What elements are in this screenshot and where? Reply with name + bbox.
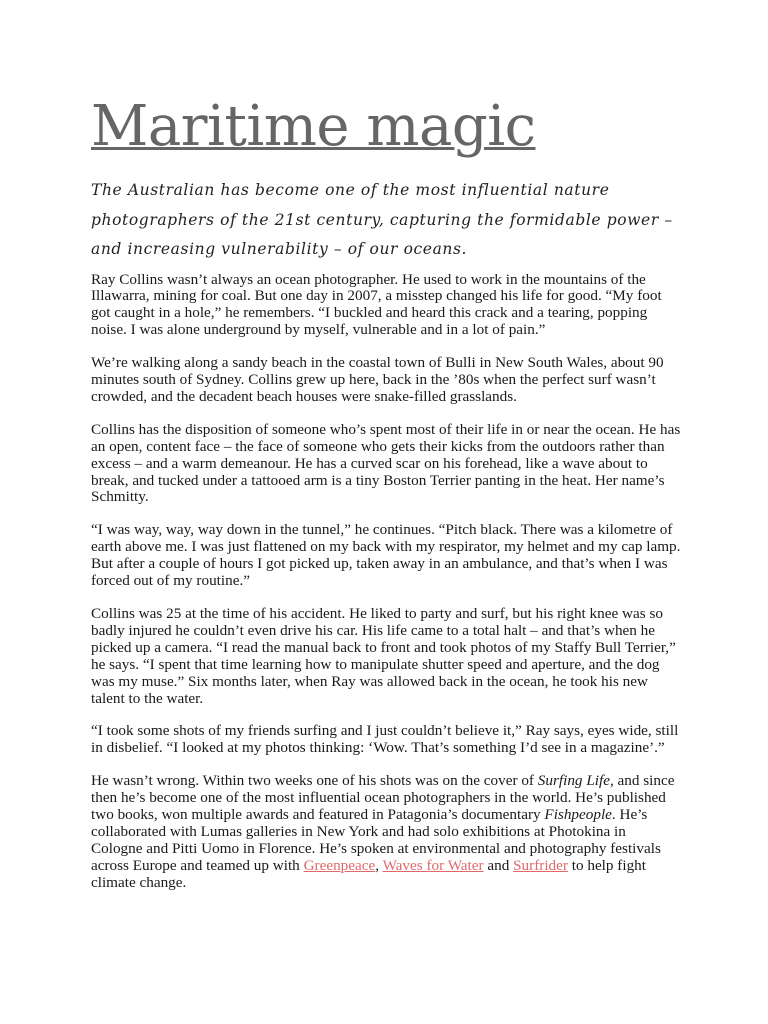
greenpeace-link[interactable]: Greenpeace (303, 856, 376, 874)
article-standfirst: The Australian has become one of the most influential nature photographers of the 21st century, capturing the formidable power – and increasing vulnerability – of our oceans. (91, 181, 673, 258)
paragraph: “I took some shots of my friends surfing and I just couldn’t believe it,” Ray says, eyes wide, still in disbelief. “I looked at my photos thinking: ‘Wow. That’s something I’d see in a magazine’.” (91, 722, 679, 757)
paragraph-text: to help fight climate change. (91, 856, 646, 891)
separator: and (483, 856, 514, 874)
article-title: Maritime magic (91, 94, 536, 159)
paragraph-final (91, 773, 681, 891)
surfrider-link[interactable]: Surfrider (513, 856, 568, 874)
paragraph: Ray Collins wasn’t always an ocean photographer. He used to work in the mountains of the Illawarra, mining for coal. But one day in 2007, a misstep changed his life for good. “My foot got caught in a hole,” he remembers. “I buckled and heard this crack and a tearing, popping noise. I was alone underground by myself, vulnerable and in a lot of pain.” (91, 270, 662, 339)
paragraph: “I was way, way, way down in the tunnel,” he continues. “Pitch black. There was a kilometre of earth above me. I was just flattened on my back with my respirator, my helmet and my cap lamp. But after a couple of hours I got picked up, taken away in an ambulance, and that’s when I was forced out of my routine.” (91, 521, 681, 590)
waves-for-water-link[interactable]: Waves for Water (382, 856, 484, 874)
paragraph-text: . He’s collaborated with Lumas galleries in New York and had solo exhibitions at Photokina in Cologne and Pitti Uomo in Florence. He’s spoken at environmental and photography festivals across Europe and teamed up with (91, 806, 661, 874)
paragraph: We’re walking along a sandy beach in the coastal town of Bulli in New South Wales, about 90 minutes south of Sydney. Collins grew up here, back in the ’80s when the perfect surf wasn’t crowded, and the decadent beach houses were snake-filled grasslands. (91, 354, 664, 405)
article-body (91, 272, 681, 892)
paragraph-text: , and since then he’s become one of the most influential ocean photographers in the world. He’s published two books, won multiple awards and featured in Patagonia’s documentary (91, 772, 675, 824)
paragraph: Collins was 25 at the time of his accident. He liked to party and surf, but his right knee was so badly injured he couldn’t even drive his car. His life came to a total halt – and that’s when he picked up a camera. “I read the manual back to front and took photos of my Staffy Bull Terrier,” he says. “I spent that time learning how to manipulate shutter speed and aperture, and the dog was my muse.” Six months later, when Ray was allowed back in the ocean, he took his new talent to the water. (91, 605, 676, 707)
magazine-title: Surfing Life (537, 772, 610, 790)
paragraph-text: He wasn’t wrong. Within two weeks one of his shots was on the cover of (91, 772, 538, 790)
article (91, 92, 681, 908)
documentary-title: Fishpeople (544, 806, 612, 824)
paragraph: Collins has the disposition of someone who’s spent most of their life in or near the ocean. He has an open, content face – the face of someone who gets their kicks from the outdoors rather than excess – and a warm demeanour. He has a curved scar on his forehead, like a wave about to break, and tucked under a tattooed arm is a tiny Boston Terrier panting in the heat. Her name’s Schmitty. (91, 420, 681, 506)
separator: , (375, 856, 383, 874)
